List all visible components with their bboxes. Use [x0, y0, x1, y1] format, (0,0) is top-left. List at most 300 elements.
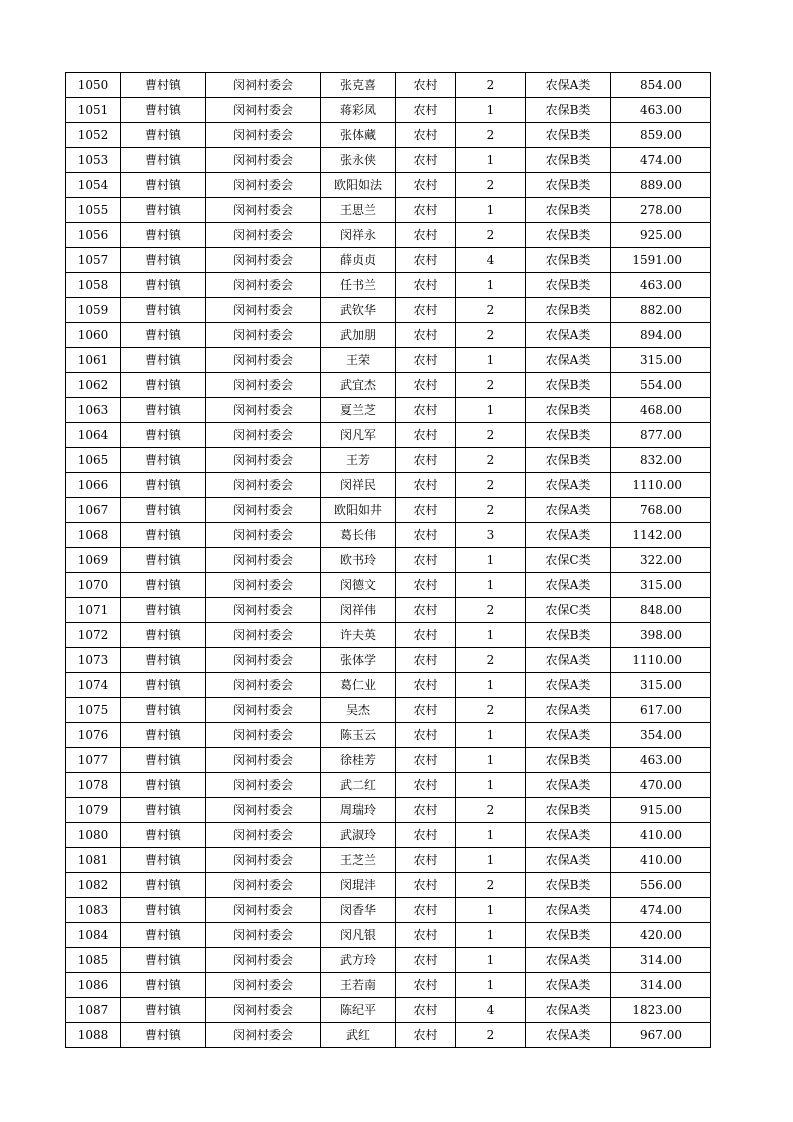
cell-amount: 859.00: [611, 123, 711, 148]
cell-residence: 农村: [396, 1023, 456, 1048]
cell-persons: 1: [456, 748, 526, 773]
cell-name: 王若南: [321, 973, 396, 998]
cell-seq: 1084: [66, 923, 121, 948]
cell-amount: 1823.00: [611, 998, 711, 1023]
cell-seq: 1078: [66, 773, 121, 798]
cell-town: 曹村镇: [121, 548, 206, 573]
cell-name: 闵香华: [321, 898, 396, 923]
cell-name: 王荣: [321, 348, 396, 373]
cell-name: 张体学: [321, 648, 396, 673]
table-row: [66, 673, 711, 698]
cell-town: 曹村镇: [121, 473, 206, 498]
cell-residence: 农村: [396, 623, 456, 648]
cell-seq: 1064: [66, 423, 121, 448]
cell-category: 农保B类: [526, 223, 611, 248]
cell-village: 闵祠村委会: [206, 248, 321, 273]
cell-village: 闵祠村委会: [206, 723, 321, 748]
table-row: [66, 498, 711, 523]
cell-residence: 农村: [396, 173, 456, 198]
cell-town: 曹村镇: [121, 773, 206, 798]
cell-town: 曹村镇: [121, 698, 206, 723]
cell-residence: 农村: [396, 973, 456, 998]
cell-town: 曹村镇: [121, 898, 206, 923]
cell-amount: 468.00: [611, 398, 711, 423]
cell-seq: 1053: [66, 148, 121, 173]
cell-seq: 1081: [66, 848, 121, 873]
cell-town: 曹村镇: [121, 298, 206, 323]
cell-residence: 农村: [396, 698, 456, 723]
cell-name: 周瑞玲: [321, 798, 396, 823]
cell-residence: 农村: [396, 748, 456, 773]
cell-village: 闵祠村委会: [206, 773, 321, 798]
cell-persons: 2: [456, 648, 526, 673]
cell-residence: 农村: [396, 648, 456, 673]
cell-category: 农保A类: [526, 998, 611, 1023]
cell-residence: 农村: [396, 323, 456, 348]
table-row: [66, 398, 711, 423]
table-row: [66, 523, 711, 548]
cell-village: 闵祠村委会: [206, 848, 321, 873]
cell-persons: 1: [456, 823, 526, 848]
table-row: [66, 323, 711, 348]
cell-town: 曹村镇: [121, 948, 206, 973]
cell-name: 闵凡银: [321, 923, 396, 948]
cell-seq: 1067: [66, 498, 121, 523]
cell-category: 农保A类: [526, 698, 611, 723]
cell-seq: 1073: [66, 648, 121, 673]
cell-category: 农保B类: [526, 423, 611, 448]
table-row: [66, 998, 711, 1023]
cell-amount: 474.00: [611, 148, 711, 173]
cell-name: 欧书玲: [321, 548, 396, 573]
cell-residence: 农村: [396, 823, 456, 848]
cell-persons: 2: [456, 423, 526, 448]
cell-seq: 1075: [66, 698, 121, 723]
cell-name: 武宜杰: [321, 373, 396, 398]
cell-category: 农保B类: [526, 798, 611, 823]
cell-seq: 1056: [66, 223, 121, 248]
cell-village: 闵祠村委会: [206, 473, 321, 498]
cell-village: 闵祠村委会: [206, 748, 321, 773]
cell-seq: 1052: [66, 123, 121, 148]
cell-residence: 农村: [396, 923, 456, 948]
table-row: [66, 148, 711, 173]
cell-town: 曹村镇: [121, 623, 206, 648]
table-row: [66, 823, 711, 848]
cell-amount: 314.00: [611, 973, 711, 998]
cell-persons: 1: [456, 148, 526, 173]
cell-name: 陈纪平: [321, 998, 396, 1023]
cell-seq: 1068: [66, 523, 121, 548]
table-row: [66, 898, 711, 923]
cell-amount: 463.00: [611, 748, 711, 773]
cell-category: 农保B类: [526, 198, 611, 223]
cell-amount: 967.00: [611, 1023, 711, 1048]
cell-town: 曹村镇: [121, 498, 206, 523]
cell-name: 武加朋: [321, 323, 396, 348]
cell-village: 闵祠村委会: [206, 298, 321, 323]
cell-persons: 1: [456, 573, 526, 598]
cell-amount: 925.00: [611, 223, 711, 248]
cell-town: 曹村镇: [121, 98, 206, 123]
cell-seq: 1076: [66, 723, 121, 748]
cell-persons: 1: [456, 673, 526, 698]
cell-town: 曹村镇: [121, 823, 206, 848]
cell-village: 闵祠村委会: [206, 698, 321, 723]
table-row: [66, 73, 711, 98]
cell-persons: 4: [456, 248, 526, 273]
cell-persons: 2: [456, 373, 526, 398]
table-row: [66, 423, 711, 448]
cell-persons: 2: [456, 498, 526, 523]
cell-amount: 463.00: [611, 273, 711, 298]
table-row: [66, 98, 711, 123]
cell-village: 闵祠村委会: [206, 948, 321, 973]
cell-name: 许夫英: [321, 623, 396, 648]
cell-seq: 1070: [66, 573, 121, 598]
cell-seq: 1059: [66, 298, 121, 323]
cell-name: 徐桂芳: [321, 748, 396, 773]
table-row: [66, 798, 711, 823]
cell-category: 农保A类: [526, 948, 611, 973]
cell-village: 闵祠村委会: [206, 348, 321, 373]
cell-seq: 1079: [66, 798, 121, 823]
table-row: [66, 973, 711, 998]
cell-name: 张永侠: [321, 148, 396, 173]
cell-persons: 1: [456, 548, 526, 573]
table-row: [66, 948, 711, 973]
table-row: [66, 473, 711, 498]
cell-name: 薛贞贞: [321, 248, 396, 273]
cell-amount: 420.00: [611, 923, 711, 948]
cell-village: 闵祠村委会: [206, 373, 321, 398]
table-row: [66, 248, 711, 273]
cell-persons: 1: [456, 273, 526, 298]
cell-amount: 314.00: [611, 948, 711, 973]
cell-category: 农保B类: [526, 248, 611, 273]
cell-town: 曹村镇: [121, 748, 206, 773]
cell-village: 闵祠村委会: [206, 573, 321, 598]
cell-persons: 2: [456, 173, 526, 198]
cell-residence: 农村: [396, 773, 456, 798]
cell-village: 闵祠村委会: [206, 273, 321, 298]
cell-name: 王芳: [321, 448, 396, 473]
table-row: [66, 298, 711, 323]
cell-name: 葛仁业: [321, 673, 396, 698]
cell-amount: 470.00: [611, 773, 711, 798]
cell-seq: 1057: [66, 248, 121, 273]
cell-name: 陈玉云: [321, 723, 396, 748]
cell-category: 农保B类: [526, 373, 611, 398]
cell-name: 闵德文: [321, 573, 396, 598]
cell-seq: 1071: [66, 598, 121, 623]
cell-name: 闵祥永: [321, 223, 396, 248]
cell-category: 农保B类: [526, 273, 611, 298]
cell-name: 夏兰芝: [321, 398, 396, 423]
cell-seq: 1062: [66, 373, 121, 398]
cell-persons: 2: [456, 873, 526, 898]
table-row: [66, 173, 711, 198]
cell-village: 闵祠村委会: [206, 123, 321, 148]
cell-residence: 农村: [396, 298, 456, 323]
cell-residence: 农村: [396, 598, 456, 623]
cell-name: 闵凡军: [321, 423, 396, 448]
cell-category: 农保A类: [526, 573, 611, 598]
cell-category: 农保A类: [526, 848, 611, 873]
cell-residence: 农村: [396, 848, 456, 873]
cell-amount: 315.00: [611, 673, 711, 698]
cell-amount: 854.00: [611, 73, 711, 98]
cell-town: 曹村镇: [121, 273, 206, 298]
cell-amount: 1142.00: [611, 523, 711, 548]
table-row: [66, 623, 711, 648]
cell-amount: 410.00: [611, 848, 711, 873]
cell-persons: 2: [456, 598, 526, 623]
cell-village: 闵祠村委会: [206, 173, 321, 198]
cell-village: 闵祠村委会: [206, 798, 321, 823]
cell-category: 农保A类: [526, 523, 611, 548]
cell-town: 曹村镇: [121, 248, 206, 273]
cell-village: 闵祠村委会: [206, 423, 321, 448]
cell-amount: 322.00: [611, 548, 711, 573]
cell-category: 农保A类: [526, 773, 611, 798]
cell-amount: 315.00: [611, 573, 711, 598]
cell-category: 农保A类: [526, 323, 611, 348]
cell-category: 农保A类: [526, 1023, 611, 1048]
table-row: [66, 648, 711, 673]
cell-seq: 1054: [66, 173, 121, 198]
cell-town: 曹村镇: [121, 723, 206, 748]
cell-town: 曹村镇: [121, 648, 206, 673]
cell-category: 农保A类: [526, 73, 611, 98]
cell-persons: 1: [456, 623, 526, 648]
cell-seq: 1055: [66, 198, 121, 223]
cell-residence: 农村: [396, 223, 456, 248]
cell-persons: 1: [456, 923, 526, 948]
cell-residence: 农村: [396, 898, 456, 923]
cell-category: 农保A类: [526, 348, 611, 373]
benefit-roster-table: [65, 72, 711, 1048]
cell-residence: 农村: [396, 673, 456, 698]
cell-seq: 1083: [66, 898, 121, 923]
cell-town: 曹村镇: [121, 373, 206, 398]
cell-residence: 农村: [396, 398, 456, 423]
cell-village: 闵祠村委会: [206, 448, 321, 473]
cell-town: 曹村镇: [121, 423, 206, 448]
cell-amount: 554.00: [611, 373, 711, 398]
cell-town: 曹村镇: [121, 1023, 206, 1048]
cell-name: 王思兰: [321, 198, 396, 223]
cell-persons: 1: [456, 773, 526, 798]
cell-seq: 1065: [66, 448, 121, 473]
table-row: [66, 573, 711, 598]
cell-amount: 278.00: [611, 198, 711, 223]
cell-residence: 农村: [396, 448, 456, 473]
cell-town: 曹村镇: [121, 173, 206, 198]
cell-category: 农保B类: [526, 98, 611, 123]
cell-persons: 2: [456, 798, 526, 823]
cell-persons: 2: [456, 298, 526, 323]
cell-village: 闵祠村委会: [206, 548, 321, 573]
table-row: [66, 923, 711, 948]
cell-residence: 农村: [396, 548, 456, 573]
cell-category: 农保A类: [526, 723, 611, 748]
cell-village: 闵祠村委会: [206, 398, 321, 423]
cell-seq: 1051: [66, 98, 121, 123]
cell-amount: 474.00: [611, 898, 711, 923]
cell-name: 武二红: [321, 773, 396, 798]
cell-persons: 1: [456, 98, 526, 123]
cell-residence: 农村: [396, 273, 456, 298]
cell-town: 曹村镇: [121, 448, 206, 473]
cell-town: 曹村镇: [121, 873, 206, 898]
cell-town: 曹村镇: [121, 398, 206, 423]
cell-amount: 354.00: [611, 723, 711, 748]
cell-category: 农保B类: [526, 748, 611, 773]
cell-village: 闵祠村委会: [206, 623, 321, 648]
cell-village: 闵祠村委会: [206, 973, 321, 998]
cell-category: 农保B类: [526, 173, 611, 198]
cell-village: 闵祠村委会: [206, 98, 321, 123]
cell-name: 任书兰: [321, 273, 396, 298]
cell-category: 农保A类: [526, 673, 611, 698]
cell-seq: 1086: [66, 973, 121, 998]
table-row: [66, 123, 711, 148]
cell-persons: 1: [456, 848, 526, 873]
cell-amount: 1591.00: [611, 248, 711, 273]
table-row: [66, 348, 711, 373]
cell-village: 闵祠村委会: [206, 673, 321, 698]
cell-town: 曹村镇: [121, 998, 206, 1023]
cell-amount: 848.00: [611, 598, 711, 623]
cell-persons: 3: [456, 523, 526, 548]
cell-amount: 410.00: [611, 823, 711, 848]
cell-amount: 617.00: [611, 698, 711, 723]
table-row: [66, 198, 711, 223]
cell-village: 闵祠村委会: [206, 223, 321, 248]
cell-town: 曹村镇: [121, 573, 206, 598]
cell-amount: 832.00: [611, 448, 711, 473]
cell-town: 曹村镇: [121, 673, 206, 698]
cell-persons: 1: [456, 948, 526, 973]
cell-amount: 1110.00: [611, 648, 711, 673]
cell-amount: 463.00: [611, 98, 711, 123]
cell-category: 农保B类: [526, 398, 611, 423]
cell-amount: 1110.00: [611, 473, 711, 498]
cell-category: 农保C类: [526, 548, 611, 573]
cell-seq: 1063: [66, 398, 121, 423]
table-row: [66, 773, 711, 798]
cell-village: 闵祠村委会: [206, 323, 321, 348]
table-row: [66, 273, 711, 298]
cell-name: 闵祥民: [321, 473, 396, 498]
cell-persons: 2: [456, 223, 526, 248]
cell-name: 闵祥伟: [321, 598, 396, 623]
cell-persons: 1: [456, 398, 526, 423]
cell-town: 曹村镇: [121, 73, 206, 98]
cell-category: 农保B类: [526, 123, 611, 148]
table-row: [66, 548, 711, 573]
cell-village: 闵祠村委会: [206, 923, 321, 948]
cell-category: 农保A类: [526, 973, 611, 998]
cell-residence: 农村: [396, 873, 456, 898]
cell-residence: 农村: [396, 73, 456, 98]
cell-seq: 1058: [66, 273, 121, 298]
cell-name: 武方玲: [321, 948, 396, 973]
cell-town: 曹村镇: [121, 223, 206, 248]
cell-town: 曹村镇: [121, 798, 206, 823]
cell-village: 闵祠村委会: [206, 73, 321, 98]
cell-amount: 556.00: [611, 873, 711, 898]
cell-village: 闵祠村委会: [206, 198, 321, 223]
cell-residence: 农村: [396, 523, 456, 548]
cell-category: 农保A类: [526, 473, 611, 498]
table-row: [66, 748, 711, 773]
cell-residence: 农村: [396, 248, 456, 273]
table-body: [66, 73, 711, 1048]
cell-persons: 2: [456, 698, 526, 723]
cell-persons: 2: [456, 473, 526, 498]
cell-category: 农保B类: [526, 623, 611, 648]
cell-name: 武钦华: [321, 298, 396, 323]
cell-residence: 农村: [396, 573, 456, 598]
cell-town: 曹村镇: [121, 523, 206, 548]
cell-name: 欧阳如井: [321, 498, 396, 523]
cell-persons: 1: [456, 348, 526, 373]
cell-category: 农保A类: [526, 648, 611, 673]
cell-village: 闵祠村委会: [206, 148, 321, 173]
cell-name: 王芝兰: [321, 848, 396, 873]
cell-seq: 1077: [66, 748, 121, 773]
cell-residence: 农村: [396, 798, 456, 823]
cell-category: 农保C类: [526, 598, 611, 623]
cell-seq: 1085: [66, 948, 121, 973]
cell-residence: 农村: [396, 498, 456, 523]
cell-town: 曹村镇: [121, 323, 206, 348]
cell-residence: 农村: [396, 423, 456, 448]
cell-village: 闵祠村委会: [206, 898, 321, 923]
cell-seq: 1072: [66, 623, 121, 648]
table-row: [66, 1023, 711, 1048]
cell-town: 曹村镇: [121, 348, 206, 373]
cell-persons: 1: [456, 198, 526, 223]
cell-persons: 2: [456, 123, 526, 148]
cell-seq: 1050: [66, 73, 121, 98]
cell-name: 武红: [321, 1023, 396, 1048]
cell-category: 农保B类: [526, 148, 611, 173]
cell-village: 闵祠村委会: [206, 1023, 321, 1048]
cell-seq: 1088: [66, 1023, 121, 1048]
table-row: [66, 598, 711, 623]
cell-persons: 1: [456, 898, 526, 923]
cell-village: 闵祠村委会: [206, 823, 321, 848]
cell-town: 曹村镇: [121, 973, 206, 998]
cell-name: 张体藏: [321, 123, 396, 148]
table-row: [66, 698, 711, 723]
cell-amount: 877.00: [611, 423, 711, 448]
cell-seq: 1074: [66, 673, 121, 698]
cell-name: 欧阳如法: [321, 173, 396, 198]
cell-name: 武淑玲: [321, 823, 396, 848]
cell-town: 曹村镇: [121, 123, 206, 148]
cell-persons: 2: [456, 1023, 526, 1048]
cell-residence: 农村: [396, 948, 456, 973]
cell-persons: 4: [456, 998, 526, 1023]
cell-persons: 2: [456, 323, 526, 348]
table-row: [66, 448, 711, 473]
cell-residence: 农村: [396, 98, 456, 123]
cell-category: 农保B类: [526, 448, 611, 473]
